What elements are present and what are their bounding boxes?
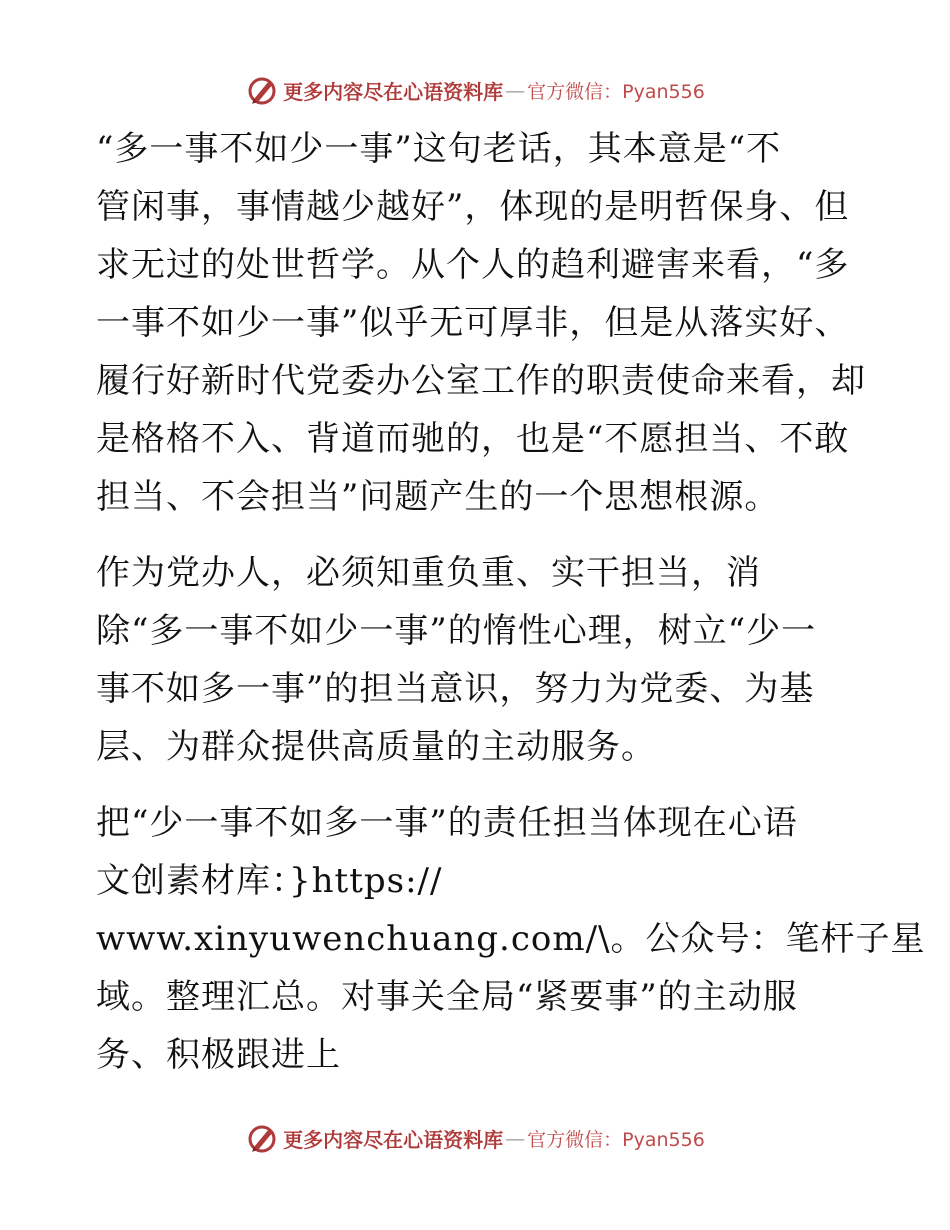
paragraph-1 xyxy=(96,120,866,526)
text-line: 事不如多一事”的担当意识，努力为党委、为基 xyxy=(96,669,815,709)
text-line: 一事不如少一事”似乎无可厚非，但是从落实好、 xyxy=(96,303,850,343)
header-banner xyxy=(0,70,950,110)
text-line: 域。整理汇总。对事关全局“紧要事”的主动服 xyxy=(96,977,798,1017)
text-line: 履行好新时代党委办公室工作的职责使命来看，却 xyxy=(96,361,866,401)
paragraph-3 xyxy=(96,794,926,1084)
text-line: 把“少一事不如多一事”的责任担当体现在心语 xyxy=(96,803,798,843)
text-line: 务、积极跟进上 xyxy=(96,1035,341,1075)
text-line: “多一事不如少一事”这句老话，其本意是“不 xyxy=(96,129,782,169)
document-body xyxy=(96,120,926,1102)
paragraph-2 xyxy=(96,544,856,776)
text-line: 作为党办人，必须知重负重、实干担当，消 xyxy=(96,553,761,593)
header-wechat-text: 官方微信：Pyan556 xyxy=(527,80,705,103)
text-line-url: www.xinyuwenchuang.com/\。公众号：笔杆子星 xyxy=(96,919,926,959)
pen-logo-icon xyxy=(245,1121,279,1155)
footer-wechat-text: 官方微信：Pyan556 xyxy=(527,1128,705,1151)
pen-logo-icon xyxy=(245,73,279,107)
header-separator: — xyxy=(505,78,526,102)
text-line: 求无过的处世哲学。从个人的趋利避害来看，“多 xyxy=(96,245,850,285)
text-line: 是格格不入、背道而驰的，也是“不愿担当、不敢 xyxy=(96,419,850,459)
text-line: 除“多一事不如少一事”的惰性心理，树立“少一 xyxy=(96,611,817,651)
footer-separator: — xyxy=(505,1126,526,1150)
header-brand-text: 更多内容尽在心语资料库 xyxy=(283,79,504,104)
footer-brand-text: 更多内容尽在心语资料库 xyxy=(283,1127,504,1152)
text-line: 担当、不会担当”问题产生的一个思想根源。 xyxy=(96,477,780,517)
footer-banner xyxy=(0,1118,950,1158)
text-line: 层、为群众提供高质量的主动服务。 xyxy=(96,727,656,767)
text-line: 文创素材库：}https:// xyxy=(96,861,443,901)
text-line: 管闲事，事情越少越好”，体现的是明哲保身、但 xyxy=(96,187,850,227)
